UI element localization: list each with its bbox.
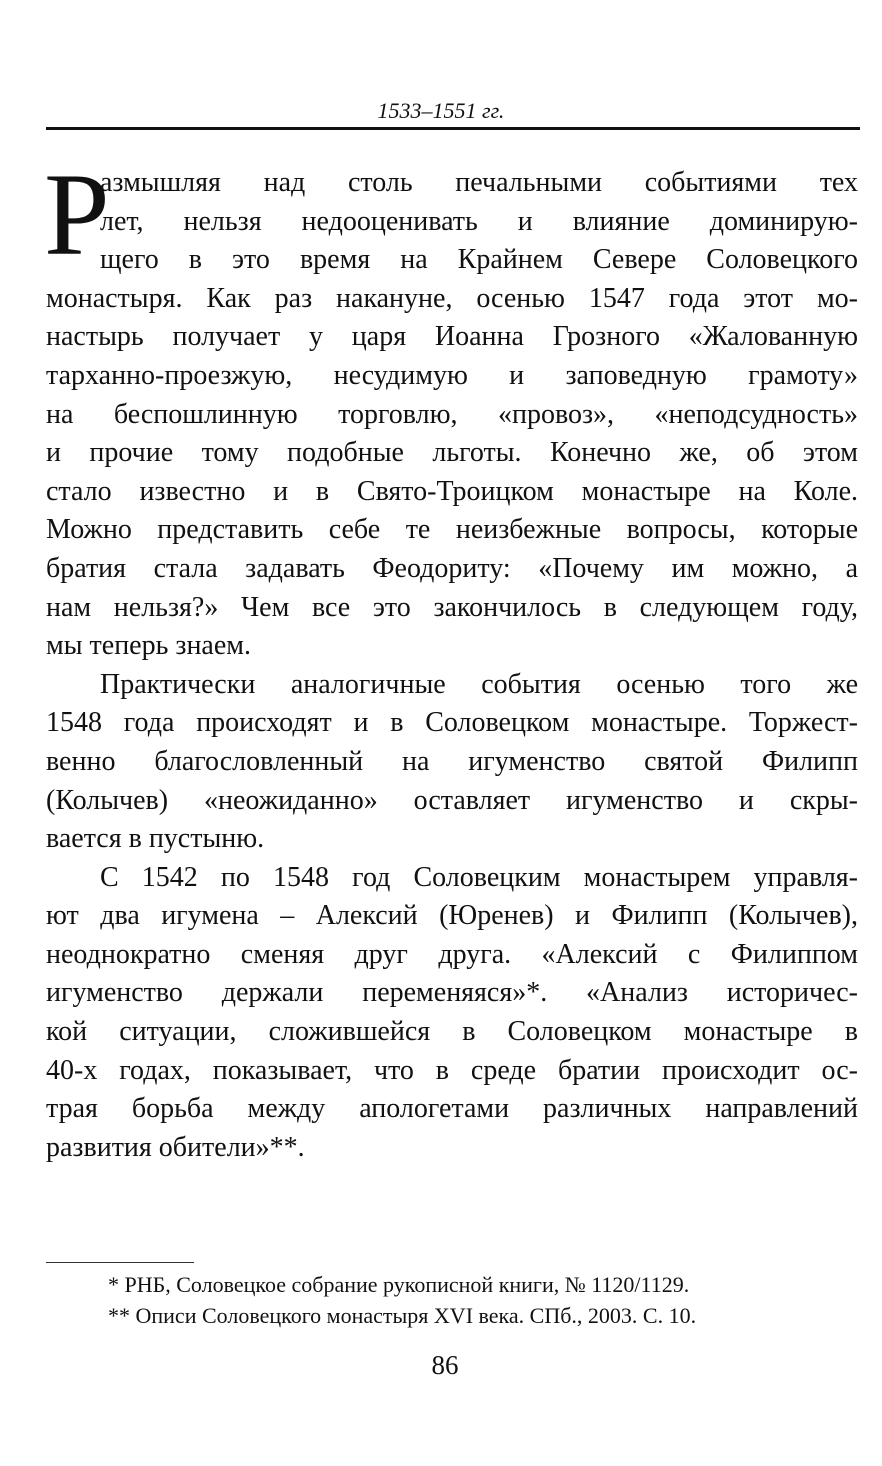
text-line: тарханно-проезжую, несудимую и заповедную грамоту» <box>46 359 858 391</box>
text-line: кой ситуации, сложившейся в Соловецком монастыре в <box>46 1016 858 1048</box>
text-line: мы теперь знаем. <box>46 630 251 662</box>
text-line: монастыря. Как раз накануне, осенью 1547 года этот мо- <box>46 282 858 314</box>
paragraph <box>46 164 858 666</box>
text-line: Можно представить себе те неизбежные вопросы, которые <box>46 514 858 546</box>
paragraph <box>46 859 858 1168</box>
text-line: стало известно и в Свято-Троицком монастыре на Коле. <box>46 475 858 507</box>
text-line: вается в пустыню. <box>46 823 265 855</box>
text-line: на беспошлинную торговлю, «провоз», «неподсудность» <box>46 398 858 430</box>
text-line: 1548 года происходят и в Соловецком монастыре. Торжест- <box>46 707 858 739</box>
text-line: 40-х годах, показывает, что в среде братии происходит ос- <box>46 1054 858 1086</box>
text-line: Практически аналогичные события осенью того же <box>100 668 858 700</box>
text-line: щего в это время на Крайнем Севере Соловецкого <box>100 244 858 276</box>
paragraph <box>46 666 858 859</box>
text-line: венно благословленный на игуменство святой Филипп <box>46 745 858 777</box>
text-line: трая борьба между апологетами различных направлений <box>46 1093 858 1125</box>
text-line: ют два игумена – Алексий (Юренев) и Филипп (Колычев), <box>46 900 858 932</box>
main-text <box>44 149 858 1167</box>
footnote-separator <box>46 1262 194 1263</box>
footnote-2: ** Описи Соловецкого монастыря XVI века. СПб., 2003. С. 10. <box>108 1303 697 1328</box>
text-line: игуменство держали переменяяся»*. «Анализ историчес- <box>46 977 858 1009</box>
page-number: 86 <box>431 1350 459 1380</box>
running-header: 1533–1551 гг. <box>377 98 505 123</box>
text-line: неоднократно сменяя друг друга. «Алексий с Филиппом <box>46 938 858 970</box>
text-line: и прочие тому подобные льготы. Конечно же, об этом <box>46 437 858 469</box>
text-line: лет, нельзя недооценивать и влияние доминирую- <box>100 205 858 237</box>
header-rule <box>46 127 860 130</box>
drop-cap: Р <box>44 149 110 280</box>
text-line: С 1542 по 1548 год Соловецким монастырем управля- <box>100 861 858 893</box>
text-line: настырь получает у царя Иоанна Грозного «Жалованную <box>46 321 858 353</box>
footnote-1: * РНБ, Соловецкое собрание рукописной книги, № 1120/1129. <box>108 1272 690 1297</box>
text-line: азмышляя над столь печальными событиями тех <box>100 167 858 198</box>
text-line: нам нельзя?» Чем все это закончилось в следующем году, <box>46 591 858 623</box>
text-line: развития обители»**. <box>46 1131 305 1163</box>
text-line: (Колычев) «неожиданно» оставляет игуменство и скры- <box>46 784 858 816</box>
text-line: братия стала задавать Феодориту: «Почему им можно, а <box>46 552 858 584</box>
